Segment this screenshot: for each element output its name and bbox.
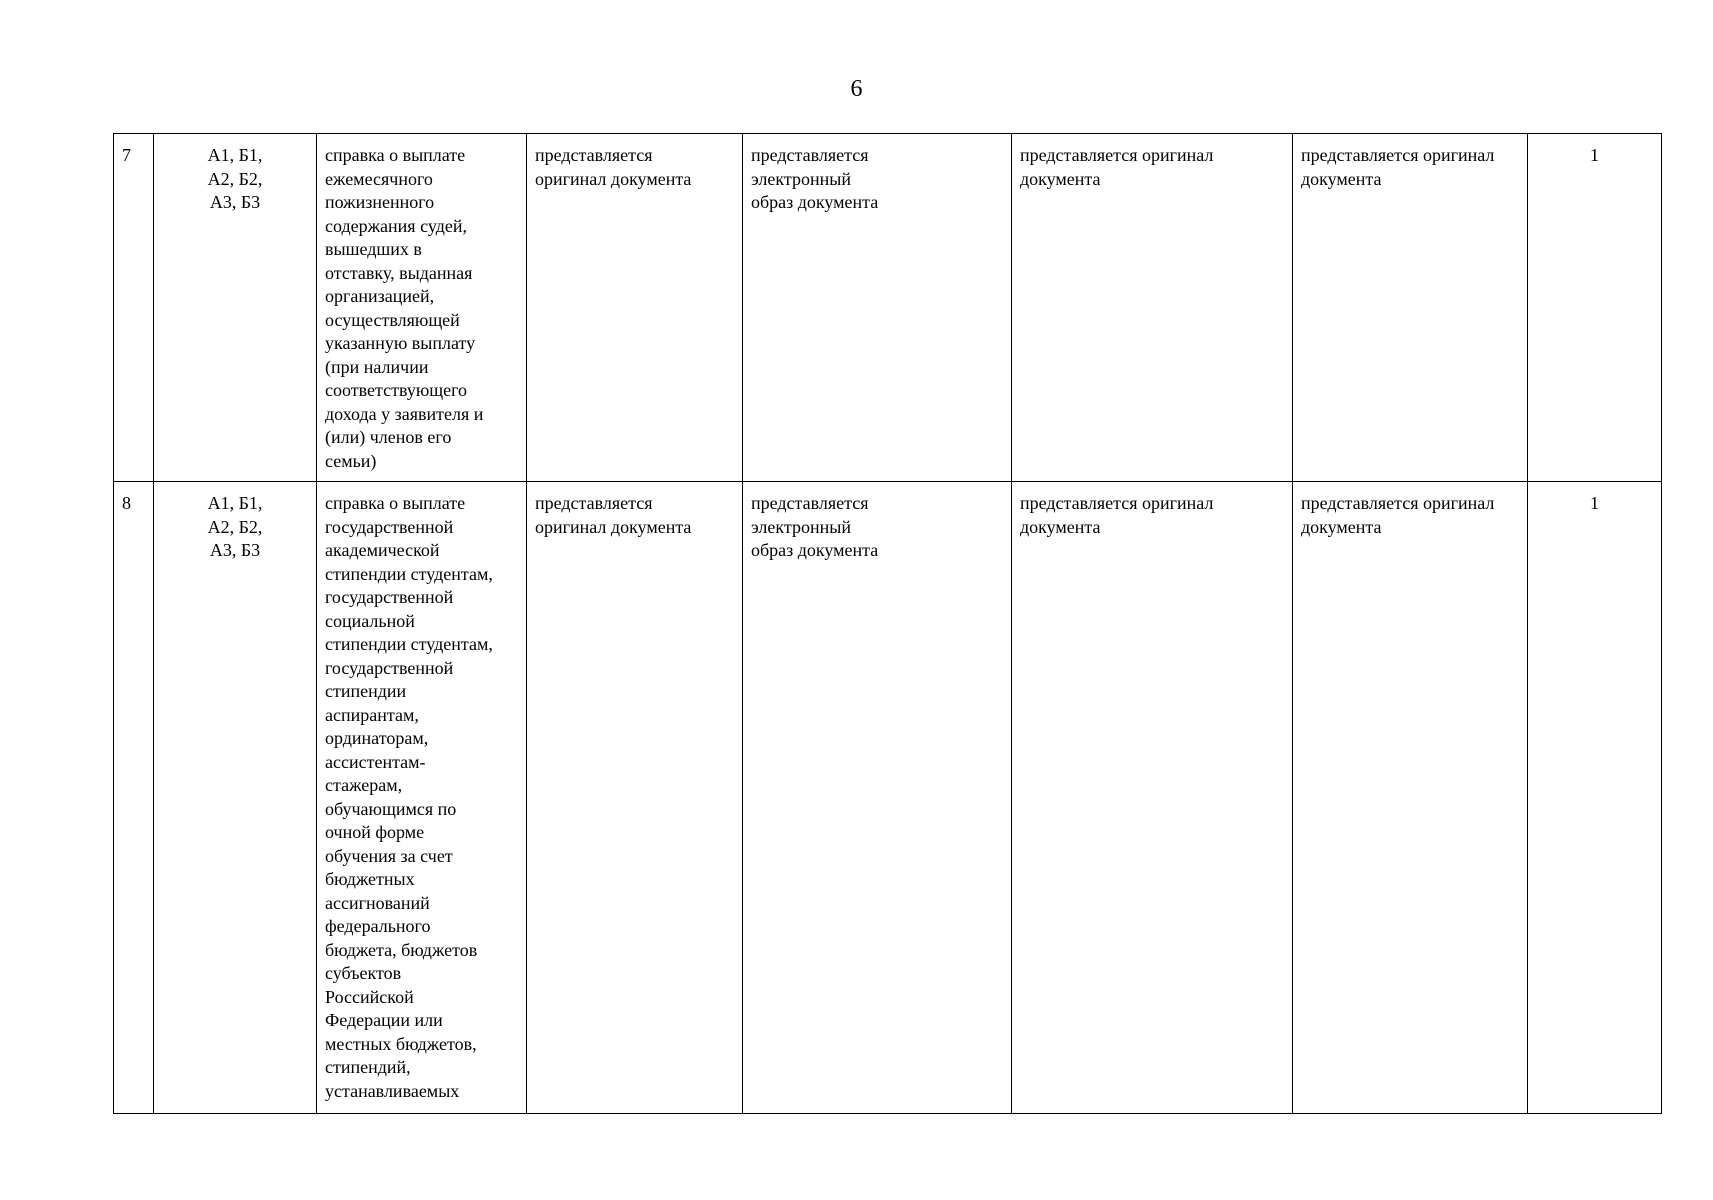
category-line: А2, Б2, — [207, 168, 263, 189]
document-line: бюджетных — [325, 869, 415, 889]
cell-line: электронный — [751, 516, 851, 537]
submission-form-cell — [743, 134, 1012, 482]
document-table — [113, 133, 1662, 1114]
document-line: стипендии студентам, — [325, 563, 493, 584]
table-row — [114, 134, 1662, 482]
category-line: А3, Б3 — [209, 192, 261, 212]
document-line: стипендии — [325, 681, 407, 701]
document-line: справка о выплате — [325, 493, 466, 513]
document-line: аспирантам, — [325, 704, 419, 725]
applicant-categories — [154, 134, 317, 482]
document-name — [317, 482, 527, 1114]
cell-line: документа — [1301, 168, 1382, 189]
document-line: социальной — [325, 610, 415, 631]
cell-line: оригинал документа — [535, 168, 692, 189]
document-line: содержания судей, — [325, 215, 467, 236]
document-line: обучающимся по — [325, 798, 457, 819]
submission-form-cell — [1012, 134, 1293, 482]
cell-line: представляется оригинал — [1020, 145, 1214, 165]
document-line: устанавливаемых — [325, 1080, 460, 1101]
document-line: федерального — [325, 916, 431, 936]
document-line: очной форме — [325, 822, 425, 842]
cell-line: электронный — [751, 168, 851, 189]
submission-form-cell — [1293, 134, 1528, 482]
category-line: А1, Б1, — [207, 493, 263, 513]
cell-line: представляется оригинал — [1301, 145, 1495, 165]
cell-line: представляется — [535, 493, 653, 513]
document-line: бюджета, бюджетов — [325, 939, 478, 960]
document-line: указанную выплату — [325, 333, 476, 353]
document-line: обучения за счет — [325, 845, 453, 866]
document-line: Федерации или — [325, 1010, 443, 1030]
submission-form-cell — [1012, 482, 1293, 1114]
category-line: А2, Б2, — [207, 516, 263, 537]
copies-count: 1 — [1528, 482, 1662, 1114]
document-line: отставку, выданная — [325, 262, 473, 283]
cell-line: документа — [1020, 168, 1101, 189]
document-line: Российской — [325, 986, 414, 1007]
applicant-categories — [154, 482, 317, 1114]
document-line: субъектов — [325, 963, 402, 983]
cell-line: представляется — [535, 145, 653, 165]
submission-form-cell — [1293, 482, 1528, 1114]
document-line: пожизненного — [325, 192, 435, 212]
page-number: 6 — [850, 76, 863, 102]
copies-count: 1 — [1528, 134, 1662, 482]
cell-line: представляется — [751, 145, 869, 165]
cell-line: документа — [1301, 516, 1382, 537]
document-line: семьи) — [325, 450, 377, 471]
cell-line: оригинал документа — [535, 516, 692, 537]
document-line: осуществляющей — [325, 309, 460, 330]
row-number: 8 — [114, 482, 154, 1114]
submission-form-cell — [527, 482, 743, 1114]
document-line: государственной — [325, 587, 454, 607]
cell-line: образ документа — [751, 540, 879, 560]
document-line: ассистентам- — [325, 751, 426, 772]
cell-line: документа — [1020, 516, 1101, 537]
document-line: местных бюджетов, — [325, 1033, 477, 1054]
document-line: государственной — [325, 657, 454, 678]
cell-line: представляется оригинал — [1020, 493, 1214, 513]
cell-line: образ документа — [751, 192, 879, 212]
document-line: (при наличии — [325, 356, 429, 377]
document-line: стипендии студентам, — [325, 634, 493, 654]
submission-form-cell — [527, 134, 743, 482]
document-line: государственной — [325, 516, 454, 537]
category-line: А1, Б1, — [207, 145, 263, 165]
document-line: стипендий, — [325, 1057, 411, 1077]
document-line: (или) членов его — [325, 427, 452, 447]
table-row — [114, 482, 1662, 1114]
document-line: ассигнований — [325, 892, 430, 913]
document-line: ежемесячного — [325, 168, 433, 189]
document-name — [317, 134, 527, 482]
category-line: А3, Б3 — [209, 540, 261, 560]
cell-line: представляется оригинал — [1301, 493, 1495, 513]
document-line: справка о выплате — [325, 145, 466, 165]
document-line: ординаторам, — [325, 728, 429, 748]
document-line: стажерам, — [325, 775, 403, 795]
document-line: организацией, — [325, 286, 435, 306]
document-line: соответствующего — [325, 380, 468, 400]
document-line: вышедших в — [325, 239, 422, 259]
row-number: 7 — [114, 134, 154, 482]
document-line: академической — [325, 540, 440, 560]
document-line: дохода у заявителя и — [325, 403, 484, 424]
cell-line: представляется — [751, 493, 869, 513]
submission-form-cell — [743, 482, 1012, 1114]
